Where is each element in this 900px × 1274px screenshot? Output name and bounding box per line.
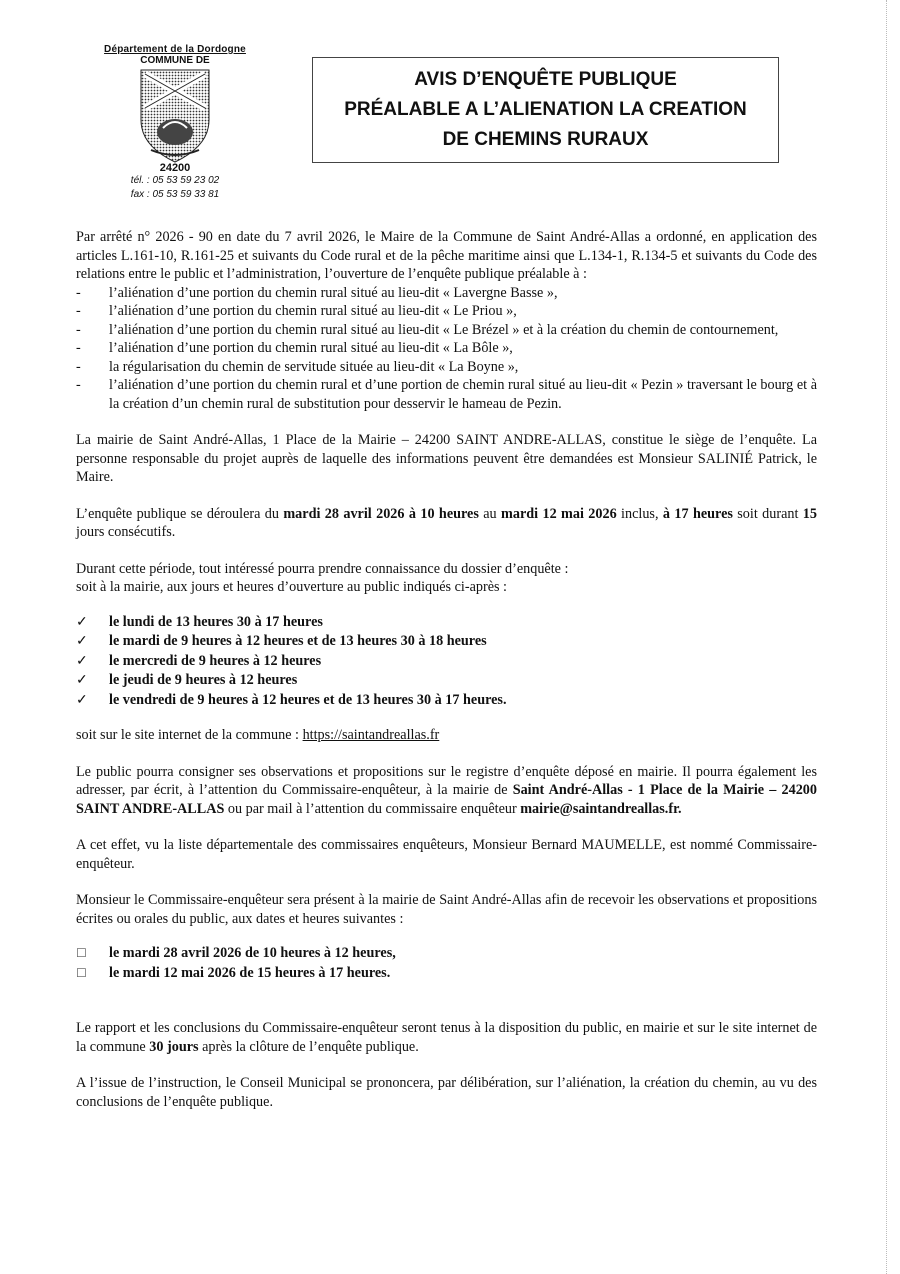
list-item: ☐ le mardi 28 avril 2026 de 10 heures à 12 heures, [76, 944, 817, 964]
check-icon: ✓ [76, 652, 88, 669]
list-item: ✓ le mercredi de 9 heures à 12 heures [76, 652, 817, 672]
opening-hours-list [76, 613, 817, 711]
intro-paragraph: Par arrêté n° 2026 - 90 en date du 7 avril 2026, le Maire de la Commune de Saint André-Allas a ordonné, en application des articles L.161-10, R.161-25 et suivants du Code rural et de la pêche maritime ainsi que L.134-1, R.134-5 et suivants du Code des relations entre le public et l’administration, l’ouverture de l’enquête publique préalable à : [76, 229, 817, 282]
checkbox-icon: ☐ [76, 965, 87, 980]
list-item: - l’aliénation d’une portion du chemin rural situé au lieu-dit « Le Brézel » et à la création du chemin de contournement, [76, 321, 779, 338]
list-item: - l’aliénation d’une portion du chemin rural situé au lieu-dit « La Bôle », [76, 340, 513, 356]
title-line-3: DE CHEMINS RURAUX [442, 129, 649, 150]
consult-line-1: Durant cette période, tout intéressé pourra prendre connaissance du dossier d’enquête : [76, 560, 569, 577]
postcode: 24200 [159, 162, 191, 174]
list-item: ✓ le vendredi de 9 heures à 12 heures et de 13 heures 30 à 17 heures. [76, 691, 817, 711]
consult-line-2: soit à la mairie, aux jours et heures d’ouverture au public indiqués ci-après : [76, 579, 508, 595]
list-item: ✓ le lundi de 13 heures 30 à 17 heures [76, 613, 817, 633]
commune-label: COMMUNE DE [140, 55, 210, 66]
observations-paragraph: Le public pourra consigner ses observations et propositions sur le registre d’enquête déposé en mairie. Il pourra également les adresser, par écrit, à l’attention du Commissaire-enquêteur, à la mairie de Saint André-Allas - 1 Place de la Mairie – 24200 SAINT ANDRE-ALLAS ou par mail à l’attention du commissaire enquêteur mairie@saintandreallas.fr. [76, 763, 817, 817]
title-line-2: PRÉALABLE A L’ALIENATION LA CREATION [344, 99, 747, 120]
list-item: ✓ le mardi de 9 heures à 12 heures et de 13 heures 30 à 18 heures [76, 632, 817, 652]
fax-number: fax : 05 53 59 33 81 [130, 189, 220, 200]
list-item: - l’aliénation d’une portion du chemin rural et d’une portion de chemin rural situé au lieu-dit « Pezin » traversant le bourg et à la création d’un chemin rural de substitution pour desservir le hameau de Pezin. [76, 377, 817, 412]
commissaire-paragraph: A cet effet, vu la liste départementale des commissaires enquêteurs, Monsieur Bernard MAUMELLE, est nommé Commissaire-enquêteur. [76, 837, 817, 872]
check-icon: ✓ [76, 633, 88, 649]
permanences-list [76, 944, 817, 983]
siege-paragraph: La mairie de Saint André-Allas, 1 Place de la Mairie – 24200 SAINT ANDRE-ALLAS, constitue le siège de l’enquête. La personne responsable du projet auprès de laquelle des informations peuvent être demandées est Monsieur SALINIÉ Patrick, le Maire. [76, 432, 817, 485]
presence-paragraph: Monsieur le Commissaire-enquêteur sera présent à la mairie de Saint André-Allas afin de recevoir les observations et propositions écrites ou orales du public, aux dates et heures suivantes : [76, 892, 817, 927]
check-icon: ✓ [76, 672, 88, 688]
phone-number: tél. : 05 53 59 23 02 [130, 175, 220, 186]
page-edge [886, 0, 888, 1274]
website-line: soit sur le site internet de la commune : https://saintandreallas.fr [76, 727, 440, 743]
department-name: Département de la Dordogne [104, 44, 246, 55]
list-item: - l’aliénation d’une portion du chemin rural situé au lieu-dit « Lavergne Basse », [76, 284, 558, 301]
alienation-list [76, 284, 817, 414]
check-icon: ✓ [76, 691, 88, 708]
dates-paragraph: L’enquête publique se déroulera du mardi 28 avril 2026 à 10 heures au mardi 12 mai 2026 inclus, à 17 heures soit durant 15 jours consécutifs. [76, 505, 817, 540]
notice-title-box [312, 57, 779, 163]
list-item: - la régularisation du chemin de servitude située au lieu-dit « La Boyne », [76, 358, 519, 375]
title-line-1: AVIS D’ENQUÊTE PUBLIQUE [414, 69, 677, 90]
list-item: ☐ le mardi 12 mai 2026 de 15 heures à 17 heures. [76, 964, 817, 984]
website-link[interactable]: https://saintandreallas.fr [302, 727, 440, 743]
email-address[interactable]: mairie@saintandreallas.fr. [520, 800, 682, 817]
notice-body [76, 228, 817, 1111]
check-icon: ✓ [76, 613, 88, 630]
list-item: ✓ le jeudi de 9 heures à 12 heures [76, 671, 817, 691]
commune-header [60, 44, 290, 202]
coat-of-arms-logo [135, 68, 215, 164]
rapport-paragraph: Le rapport et les conclusions du Commissaire-enquêteur seront tenus à la disposition du public, en mairie et sur le site internet de la commune 30 jours après la clôture de l’enquête publique. [76, 1020, 817, 1055]
list-item: - l’aliénation d’une portion du chemin rural situé au lieu-dit « Le Priou », [76, 303, 517, 319]
checkbox-icon: ☐ [76, 946, 87, 960]
conclusion-paragraph: A l’issue de l’instruction, le Conseil Municipal se prononcera, par délibération, sur l’aliénation, la création du chemin, au vu des conclusions de l’enquête publique. [76, 1075, 817, 1110]
